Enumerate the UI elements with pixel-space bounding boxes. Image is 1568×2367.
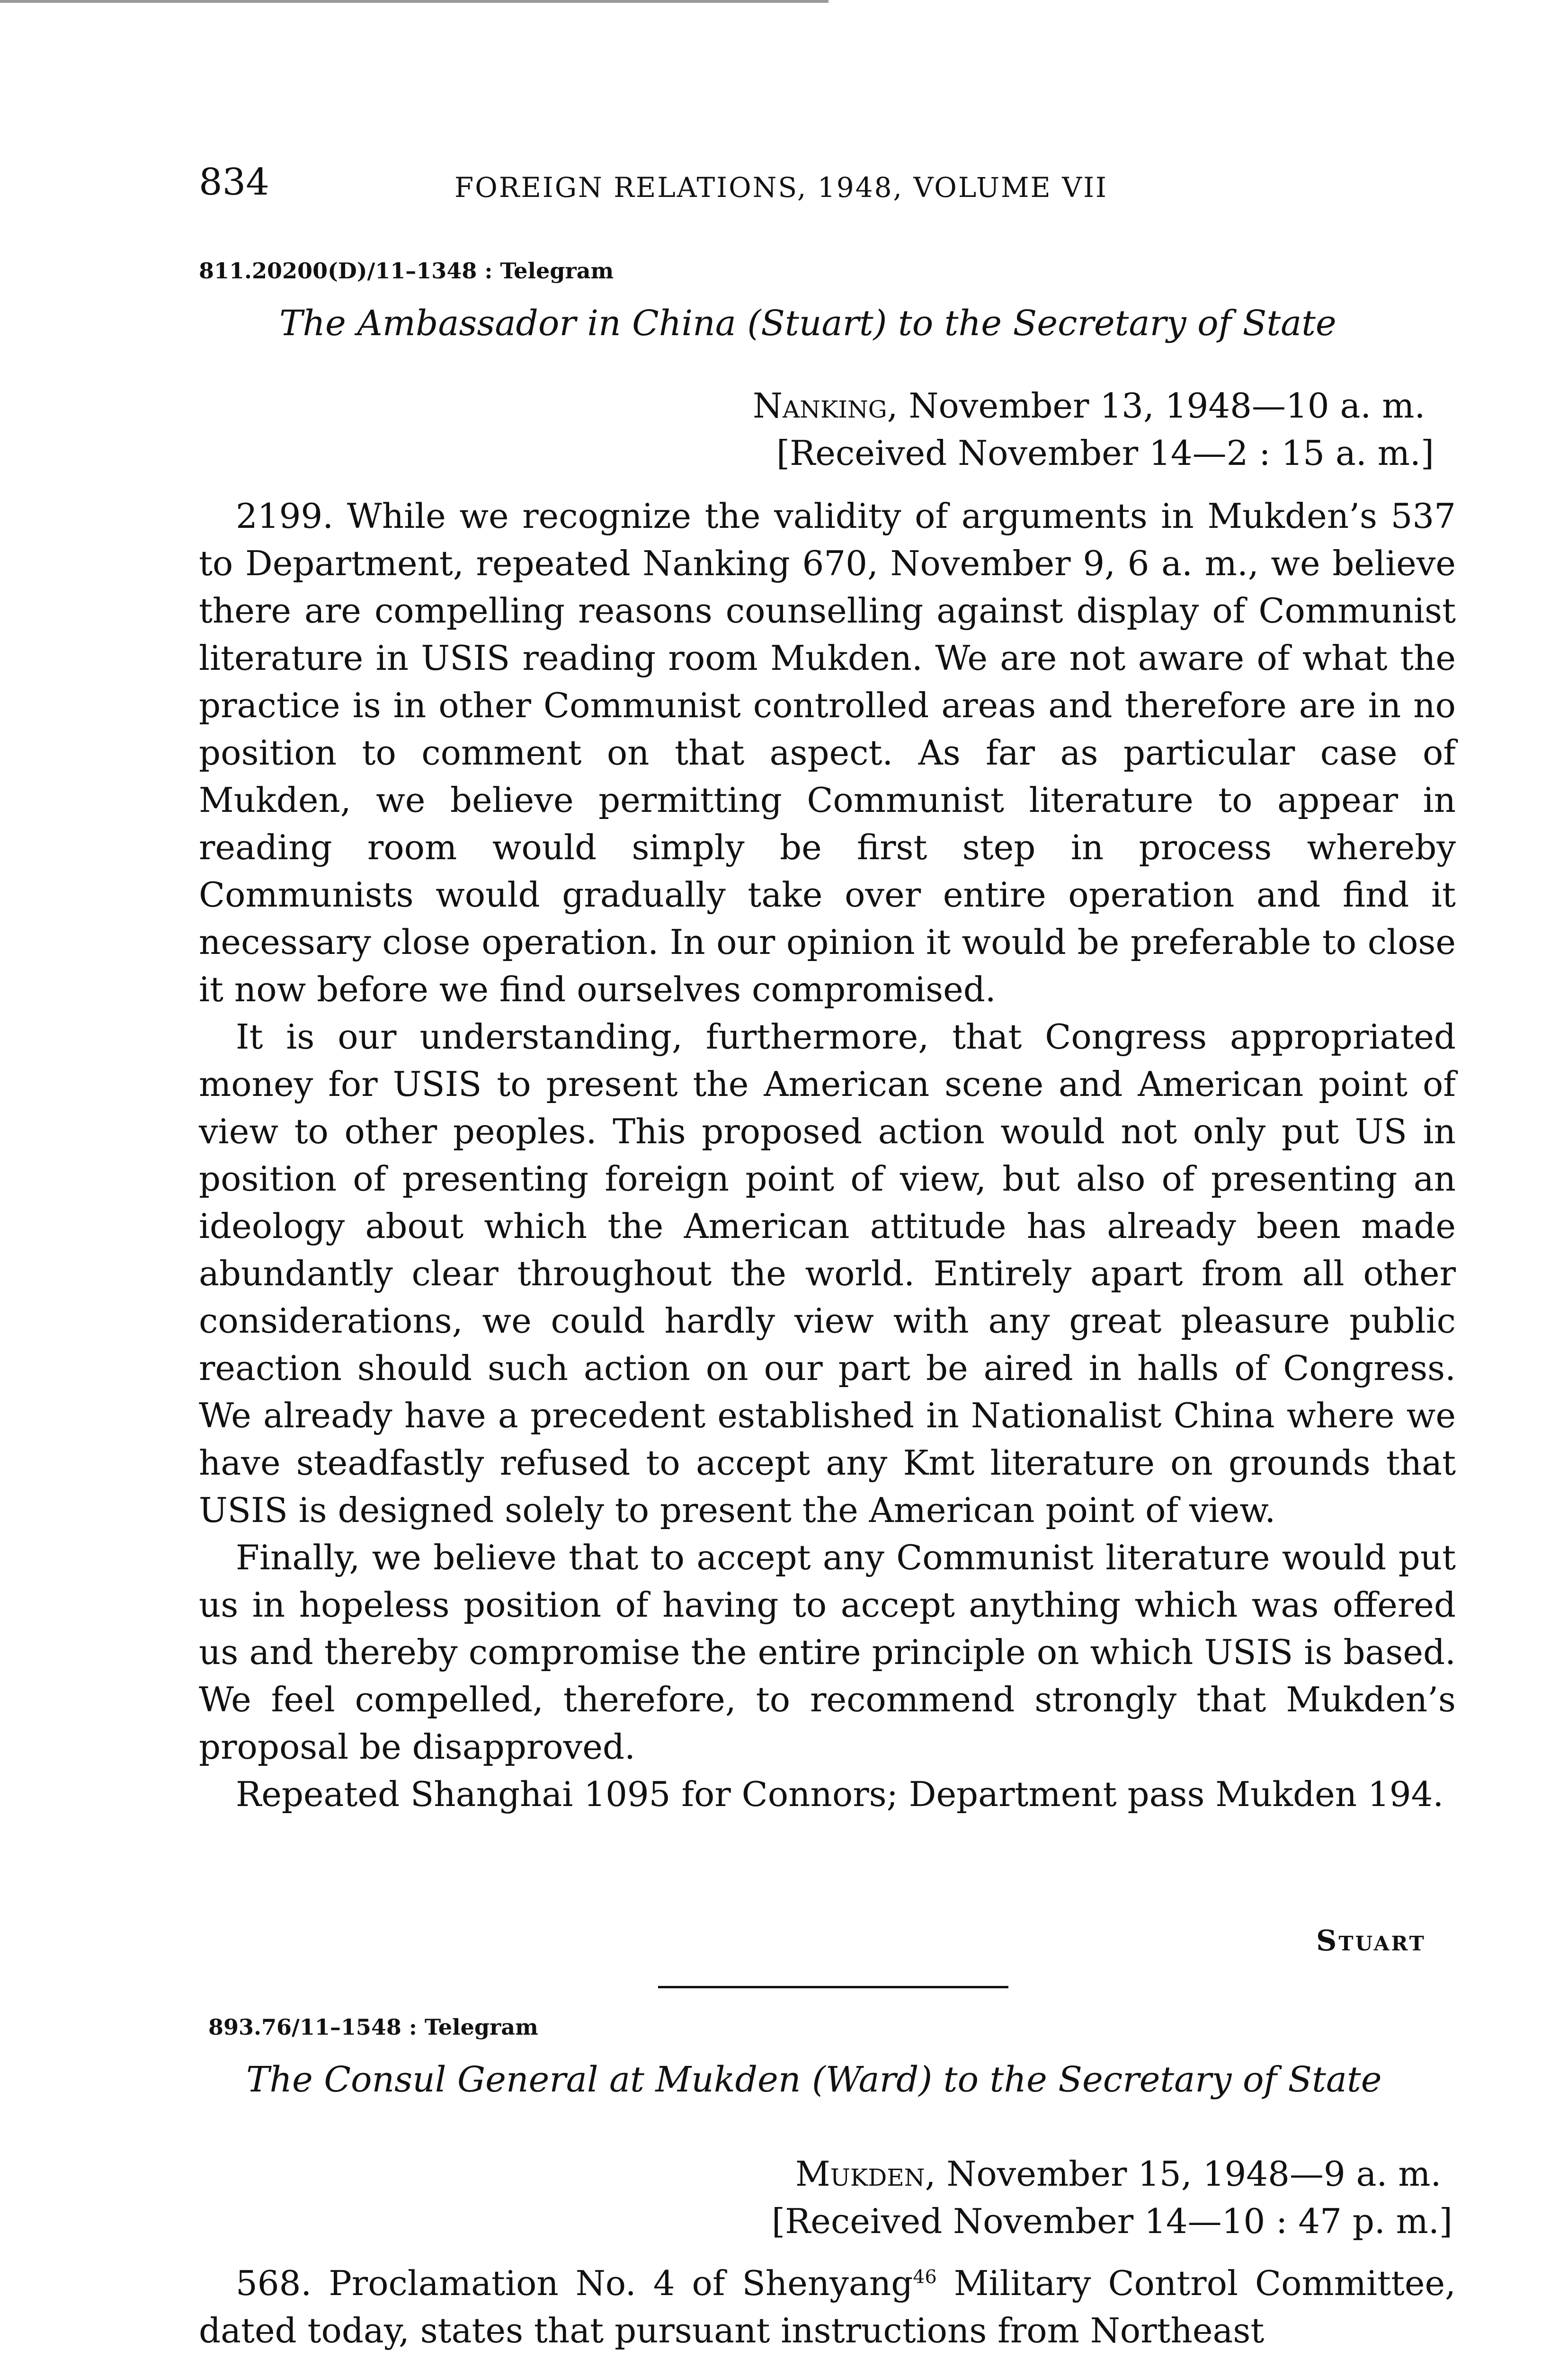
top-edge-rule: [0, 0, 829, 3]
paragraph-1: 2199. While we recognize the validity of arguments in Mukden’s 537 to Department, repeated Nanking 670, November 9, 6 a. m., we believe there are compelling reasons counselling against display of Communist literature in USIS reading room Mukden. We are not aware of what the practice is in other Communist controlled areas and therefore are in no position to comment on that aspect. As far as particular case of Mukden, we believe permitting Communist literature to appear in reading room would simply be first step in process whereby Communists would gradually take over entire operation and find it necessary close operation. In our opinion it would be preferable to close it now before we find ourselves compromised.: [199, 496, 1456, 1009]
footnote-reference: 46: [913, 2266, 937, 2288]
dateline-place-2: Mukden: [795, 2154, 925, 2194]
dateline-1: [753, 386, 1425, 426]
section-separator: [658, 1986, 1008, 1988]
paragraph-3: Finally, we believe that to accept any Communist literature would put us in hopeless position of having to accept anything which was offered us and thereby compromise the entire principle on which USIS is based. We feel compelled, therefore, to recommend strongly that Mukden’s proposal be disapproved.: [199, 1538, 1456, 1767]
document-heading-2: The Consul General at Mukden (Ward) to the Secretary of State: [246, 2059, 1382, 2100]
file-reference-2: 893.76/11–1548 : Telegram: [208, 2014, 538, 2040]
dateline-date-1: , November 13, 1948—10 a. m.: [887, 386, 1425, 426]
dateline-date-2: , November 15, 1948—9 a. m.: [925, 2154, 1442, 2194]
dateline-2: [795, 2154, 1441, 2194]
document-body-2: [199, 2253, 1456, 2354]
running-head: [199, 161, 1326, 213]
paragraph-2: It is our understanding, furthermore, that Congress appropriated money for USIS to present the American scene and American point of view to other peoples. This proposed action would not only put US in position of presenting foreign point of view, but also of presenting an ideology about which the American attitude has already been made abundantly clear throughout the world. Entirely apart from all other considerations, we could hardly view with any great pleasure public reaction should such action on our part be aired in halls of Congress. We already have a precedent established in Nationalist China where we have steadfastly refused to accept any Kmt literature on grounds that USIS is designed solely to present the American point of view.: [199, 1017, 1456, 1530]
page-number: 834: [199, 161, 269, 204]
received-line-1: [Received November 14—2 : 15 a. m.]: [776, 433, 1434, 473]
paragraph-568-rest: Military Control Committee, dated today, states that pursuant instructions from Northeast: [199, 2263, 1456, 2350]
document-heading-1: The Ambassador in China (Stuart) to the Secretary of State: [279, 303, 1336, 344]
dateline-place-1: Nanking: [753, 386, 887, 426]
document-body-1: [199, 492, 1456, 1818]
paragraph-568: [199, 2253, 1456, 2354]
signature: Stuart: [1316, 1924, 1426, 1958]
running-title: FOREIGN RELATIONS, 1948, VOLUME VII: [454, 171, 1108, 204]
file-reference-1: 811.20200(D)/11–1348 : Telegram: [199, 258, 614, 284]
received-line-2: [Received November 14—10 : 47 p. m.]: [772, 2201, 1452, 2241]
paragraph-568-start: 568. Proclamation No. 4 of Shenyang: [236, 2263, 913, 2303]
paragraph-4: Repeated Shanghai 1095 for Connors; Department pass Mukden 194.: [236, 1774, 1444, 1814]
